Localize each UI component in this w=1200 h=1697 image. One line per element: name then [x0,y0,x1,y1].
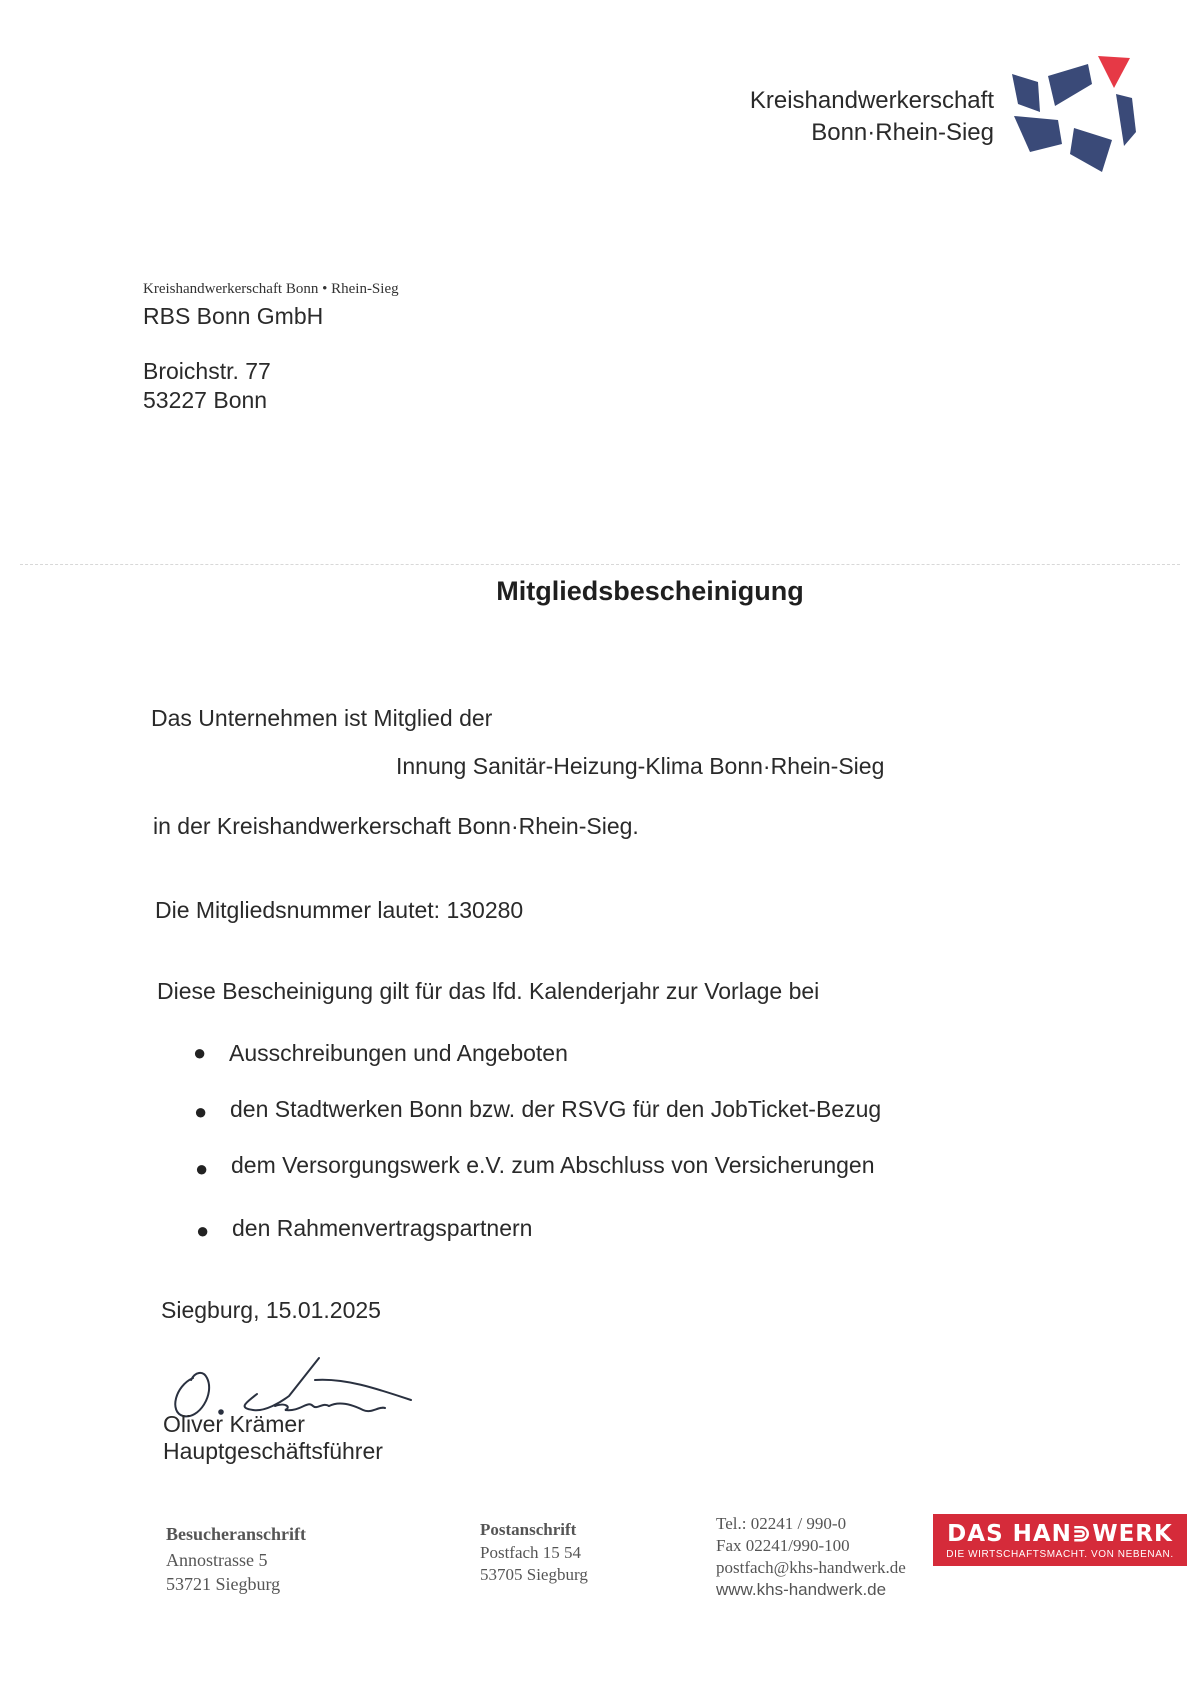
recipient-name: RBS Bonn GmbH [143,303,324,329]
org-name-line2: Bonn·Rhein-Sieg [811,119,994,146]
recipient-city: 53227 Bonn [143,387,268,413]
member-number-text: Die Mitgliedsnummer lautet: 130280 [155,897,524,923]
sender-return-line: Kreishandwerkerschaft Bonn • Rhein-Sieg [143,281,399,297]
page-fold-line [20,564,1180,565]
list-item: Ausschreibungen und Angeboten [229,1040,568,1066]
place-date: Siegburg, 15.01.2025 [161,1297,381,1323]
list-item: dem Versorgungswerk e.V. zum Abschluss von Versicherungen [231,1152,875,1178]
banner-slogan: DIE WIRTSCHAFTSMACHT. VON NEBENAN. [946,1549,1174,1560]
banner-title: DAS HAN⋑WERK [947,1521,1173,1547]
bullet-icon: ● [193,1040,207,1065]
recipient-street: Broichstr. 77 [143,358,271,384]
footer-visit-city: 53721 Siegburg [166,1574,281,1594]
footer-email[interactable]: postfach@khs-handwerk.de [716,1558,906,1577]
footer-visit-title: Besucheranschrift [166,1524,306,1544]
list-item: den Rahmenvertragspartnern [232,1215,533,1241]
document-title: Mitgliedsbescheinigung [496,576,804,606]
intro-text: Das Unternehmen ist Mitglied der [151,705,493,731]
bullet-icon: ● [196,1218,210,1243]
signatory-name: Oliver Krämer [163,1411,305,1437]
footer-post-city: 53705 Siegburg [480,1565,588,1584]
footer-web[interactable]: www.khs-handwerk.de [716,1580,887,1599]
list-item: den Stadtwerken Bonn bzw. der RSVG für den JobTicket-Bezug [230,1096,882,1122]
validity-text: Diese Bescheinigung gilt für das lfd. Kalenderjahr zur Vorlage bei [157,978,820,1004]
signatory-role: Hauptgeschäftsführer [163,1438,383,1464]
footer-post-title: Postanschrift [480,1520,577,1539]
das-handwerk-banner [933,1514,1187,1566]
kreishandwerkerschaft-logo-icon [1010,54,1136,176]
association-text: in der Kreishandwerkerschaft Bonn·Rhein-Sieg. [153,813,639,839]
bullet-icon: ● [195,1156,209,1181]
guild-name: Innung Sanitär-Heizung-Klima Bonn·Rhein-Sieg [396,753,885,779]
org-name-line1: Kreishandwerkerschaft [749,87,994,114]
footer-visit-street: Annostrasse 5 [166,1550,268,1570]
footer-fax: Fax 02241/990-100 [716,1536,850,1555]
footer-tel: Tel.: 02241 / 990-0 [716,1514,847,1533]
footer-post-box: Postfach 15 54 [480,1543,582,1562]
bullet-icon: ● [194,1099,208,1124]
